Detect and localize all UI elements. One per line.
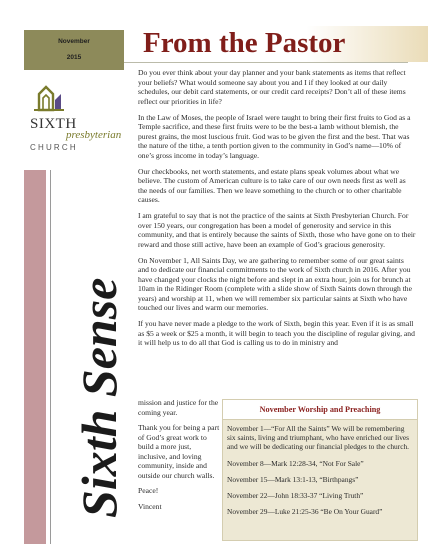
article-paragraph: In the Law of Moses, the people of Israel were taught to bring their first fruits to God as a Temple sacrifice, and these first fruits were to be the best-a lamb without blemish, the purest grains, the most luscious fruit. God was to be given the first and the best. That was the nature of the tithe, a tenth portion given to the community in God’s name—10% of one’s gross income in today’s language. [138, 112, 411, 160]
worship-item: November 8—Mark 12:28-34, “Not For Sale” [227, 458, 364, 468]
church-logo [28, 82, 124, 160]
article-paragraph: If you have never made a pledge to the work of Sixth, begin this year. Even if it is as small as $5 a week or $25 a month, it will begin to teach you the discipline of regular giving, and it will help us to do all that God is calling us to do in ministry and [138, 319, 415, 347]
issue-date-block [24, 30, 124, 70]
article-paragraph: Do you ever think about your day planner and your bank statements as items that reflect your beliefs? What would someone say about you and I if they looked at our daily schedules, our debit card statements, or our credit card receipts? Don’t all of these items reflect our priorities in life? [138, 68, 406, 106]
newsletter-title: Sixth Sense [71, 277, 127, 518]
worship-item: November 15—Mark 13:1-13, “Birthpangs” [227, 474, 359, 484]
issue-year: 2015 [66, 54, 82, 61]
article-paragraph: I am grateful to say that is not the practice of the saints at Sixth Presbyterian Church. For over 150 years, our congregation has been a model of generosity and service in this community, and that is entirely because the saints of Sixth, those who have gone on to their reward and those still active, have been an example of God’s gracious generosity. [138, 211, 416, 249]
worship-item: November 22—John 18:33-37 “Living Truth” [227, 491, 364, 501]
worship-list [227, 424, 413, 523]
article-continuation [138, 398, 220, 517]
page-title: From the Pastor [143, 27, 346, 59]
article-body [138, 68, 416, 354]
closing-line: Peace! [138, 486, 159, 495]
church-logo-icon [33, 82, 67, 112]
article-paragraph: Our checkbooks, net worth statements, and estate plans speak volumes about what we believe. The custom of American culture is to take care of our own needs first as well as the needs of our families. Then we leave something to the church or to other charitable causes. [138, 166, 406, 204]
worship-schedule-box [222, 399, 418, 541]
issue-month: November [58, 38, 90, 45]
sidebar-divider [50, 170, 51, 544]
article-paragraph: Thank you for being a part of God’s great work to build a more just, inclusive, and loving community, inside and outside our church walls. [138, 423, 220, 480]
logo-word-church: CHURCH [30, 143, 78, 152]
worship-item: November 29—Luke 21:25-36 “Be On Your Guard” [227, 507, 383, 517]
worship-item: November 1—“For All the Saints” We will be remembering six saints, living and triumphant, who have enriched our lives and we will be dedicating our financial pledges to the church. [227, 424, 410, 452]
signature: Vincent [138, 501, 162, 511]
logo-word-sixth: SIXTH [30, 116, 77, 132]
article-paragraph: On November 1, All Saints Day, we are gathering to remember some of our great saints and to dedicate our financial commitments to the work of Sixth church in 2016. After you have changed your clocks the night before and slept in an extra hour, join us for brunch at 10am in the Ridinger Room (complete with a slide show of Sixth Saints down through the years) and worship at 11, when we will remember six particular saints at Sixth who have touched our lives and warm our memories. [138, 255, 412, 312]
logo-word-presbyterian: presbyterian [66, 129, 122, 141]
title-divider [124, 62, 408, 63]
worship-heading: November Worship and Preaching [223, 400, 417, 420]
sidebar-accent-bar [24, 170, 46, 544]
article-paragraph: mission and justice for the coming year. [138, 398, 219, 417]
